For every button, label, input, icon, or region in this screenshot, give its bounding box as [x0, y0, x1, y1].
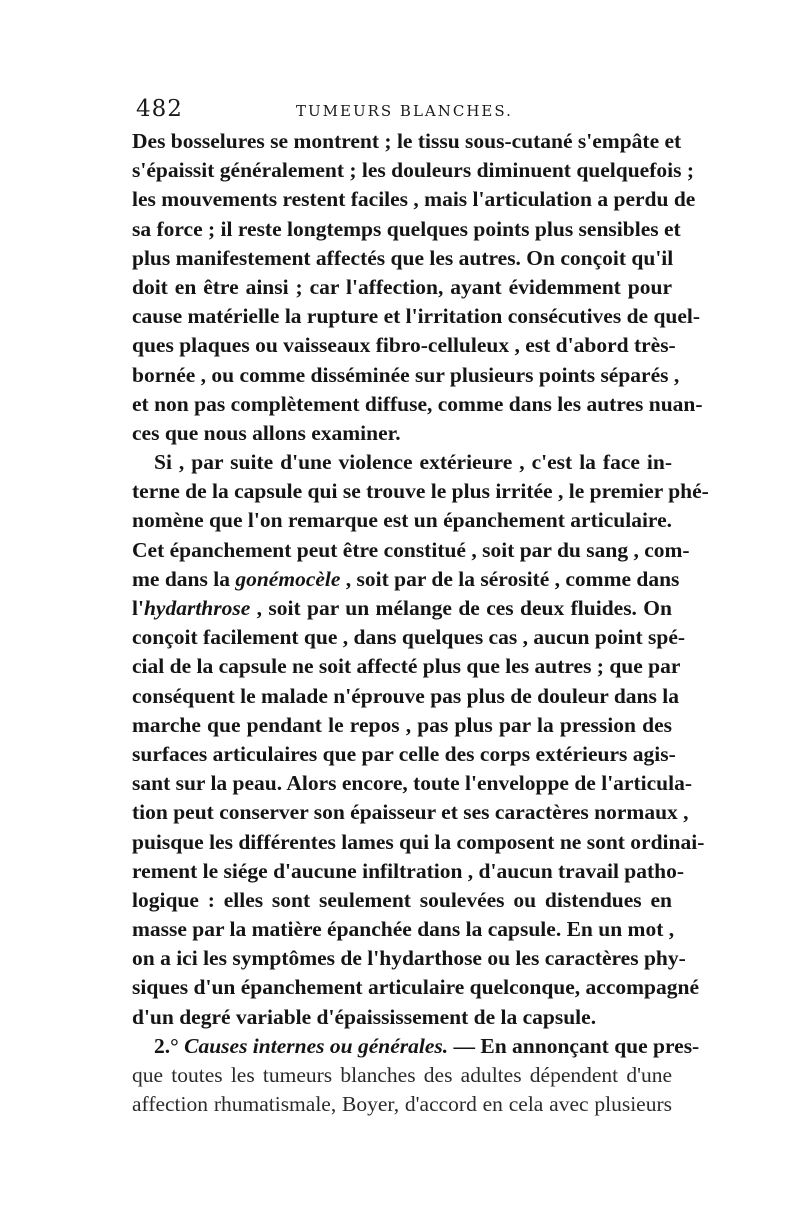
text-line: nomène que l'on remarque est un épanchement articulaire.: [132, 508, 672, 533]
text-line: on a ici les symptômes de l'hydarthose ou les caractères phy-: [132, 946, 686, 971]
text-line: cause matérielle la rupture et l'irritation consécutives de quel-: [132, 304, 701, 329]
text-line: conséquent le malade n'éprouve pas plus de douleur dans la: [132, 683, 679, 708]
text-line: ces que nous allons examiner.: [132, 420, 401, 445]
text-run: — En annonçant que pres-: [448, 1033, 700, 1058]
text-line: et non pas complètement diffuse, comme dans les autres nuan-: [132, 391, 703, 416]
italic-term: gonémocèle: [235, 566, 341, 591]
text-line: tion peut conserver son épaisseur et ses caractères normaux ,: [132, 800, 689, 825]
text-line: doit en être ainsi ; car l'affection, ayant évidemment pour: [132, 274, 672, 299]
text-line: les mouvements restent faciles , mais l'articulation a perdu de: [132, 187, 696, 212]
text-line: ques plaques ou vaisseaux fibro-celluleux , est d'abord très-: [132, 333, 676, 358]
text-line: siques d'un épanchement articulaire quelconque, accompagné: [132, 975, 699, 1000]
text-line: affection rhumatismale, Boyer, d'accord en cela avec plusieurs: [132, 1092, 672, 1117]
section-heading: Causes internes ou générales.: [184, 1033, 449, 1058]
text-run: me dans la: [132, 566, 236, 591]
text-line: que toutes les tumeurs blanches des adultes dépendent d'une: [132, 1063, 672, 1087]
page-header: [136, 96, 672, 124]
text-line: s'épaissit généralement ; les douleurs diminuent quelquefois ;: [132, 158, 695, 183]
text-line: [132, 594, 672, 623]
text-line: sa force ; il reste longtemps quelques points plus sensibles et: [132, 216, 681, 241]
body-text: [132, 127, 709, 1119]
text-line: [132, 1032, 700, 1061]
text-run: , soit par de la sérosité , comme dans: [340, 566, 680, 591]
text-run: , soit par un mélange de ces deux fluides. On: [250, 596, 672, 620]
running-head: TUMEURS BLANCHES.: [296, 102, 513, 120]
text-line: Cet épanchement peut être constitué , soit par du sang , com-: [132, 537, 690, 562]
text-line: sant sur la peau. Alors encore, toute l'enveloppe de l'articula-: [132, 771, 692, 796]
text-line: plus manifestement affectés que les autres. On conçoit qu'il: [132, 245, 674, 270]
text-line: conçoit facilement que , dans quelques cas , aucun point spé-: [132, 625, 686, 650]
text-line: rement le siége d'aucune infiltration , d'aucun travail patho-: [132, 858, 685, 883]
text-line: Si , par suite d'une violence extérieure , c'est la face in-: [154, 450, 672, 475]
text-run: l': [132, 596, 144, 620]
section-number: 2.°: [154, 1033, 179, 1058]
text-line: cial de la capsule ne soit affecté plus que les autres ; que par: [132, 654, 681, 679]
text-line: masse par la matière épanchée dans la capsule. En un mot ,: [132, 917, 675, 942]
page-number: 482: [136, 96, 183, 122]
text-line: bornée , ou comme disséminée sur plusieurs points séparés ,: [132, 362, 680, 387]
text-line: surfaces articulaires que par celle des corps extérieurs agis-: [132, 741, 676, 766]
text-line: [132, 565, 680, 594]
text-line: logique : elles sont seulement soulevées ou distendues en: [132, 887, 672, 912]
text-line: Des bosselures se montrent ; le tissu sous-cutané s'empâte et: [132, 129, 682, 153]
italic-term: hydarthrose: [143, 596, 251, 620]
text-line: terne de la capsule qui se trouve le plus irritée , le premier phé-: [132, 479, 709, 504]
text-line: marche que pendant le repos , pas plus par la pression des: [132, 712, 672, 737]
text-line: d'un degré variable d'épaississement de la capsule.: [132, 1004, 597, 1029]
text-line: puisque les différentes lames qui la composent ne sont ordinai-: [132, 829, 705, 854]
